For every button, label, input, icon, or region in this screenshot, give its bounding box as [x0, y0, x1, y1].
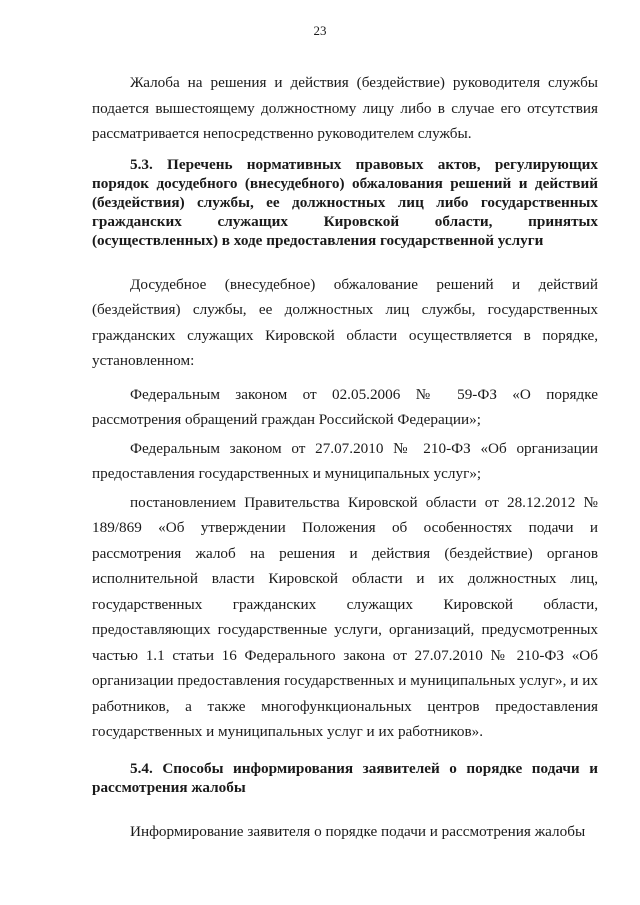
- page-number: 23: [313, 23, 327, 38]
- section-heading-5-3: 5.3. Перечень нормативных правовых актов, регулирующих порядок досудебного (внесудебного) обжалования решений и действий (бездействия) службы, ее должностных лиц либо государственных гражданских служащих Кировской области, принятых (осуществленных) в ходе предоставления государственной услуги: [92, 155, 598, 249]
- paragraph-appeal-order: Досудебное (внесудебное) обжалование решений и действий (бездействия) службы, ее должностных лиц службы, государственных гражданских служащих Кировской области осуществляется в порядке, установленном:: [92, 275, 598, 369]
- document-body: [92, 70, 598, 844]
- section-heading-5-4: 5.4. Способы информирования заявителей о порядке подачи и рассмотрения жалобы: [92, 759, 598, 796]
- paragraph-law-210: Федеральным законом от 27.07.2010 № 210-ФЗ «Об организации предоставления государственных и муниципальных услуг»;: [92, 439, 598, 482]
- paragraph-resolution: постановлением Правительства Кировской области от 28.12.2012 № 189/869 «Об утверждении Положения об особенностях подачи и рассмотрения жалоб на решения и действия (бездействие) органов исполнительной власти Кировской области и их должностных лиц, государственных гражданских служащих Кировской области, предоставляющих государственные услуги, организаций, предусмотренных частью 1.1 статьи 16 Федерального закона от 27.07.2010 № 210-ФЗ «Об организации предоставления государственных и муниципальных услуг», и их работников, а также многофункциональных центров предоставления государственных и муниципальных услуг и их работников».: [92, 493, 598, 740]
- paragraph-complaint-head: Жалоба на решения и действия (бездействие) руководителя службы подается вышестоящему должностному лицу либо в случае его отсутствия рассматривается непосредственно руководителем службы.: [92, 74, 598, 142]
- paragraph-law-59: Федеральным законом от 02.05.2006 № 59-ФЗ «О порядке рассмотрения обращений граждан Российской Федерации»;: [92, 385, 598, 428]
- paragraph-informing: Информирование заявителя о порядке подачи и рассмотрения жалобы: [130, 822, 586, 840]
